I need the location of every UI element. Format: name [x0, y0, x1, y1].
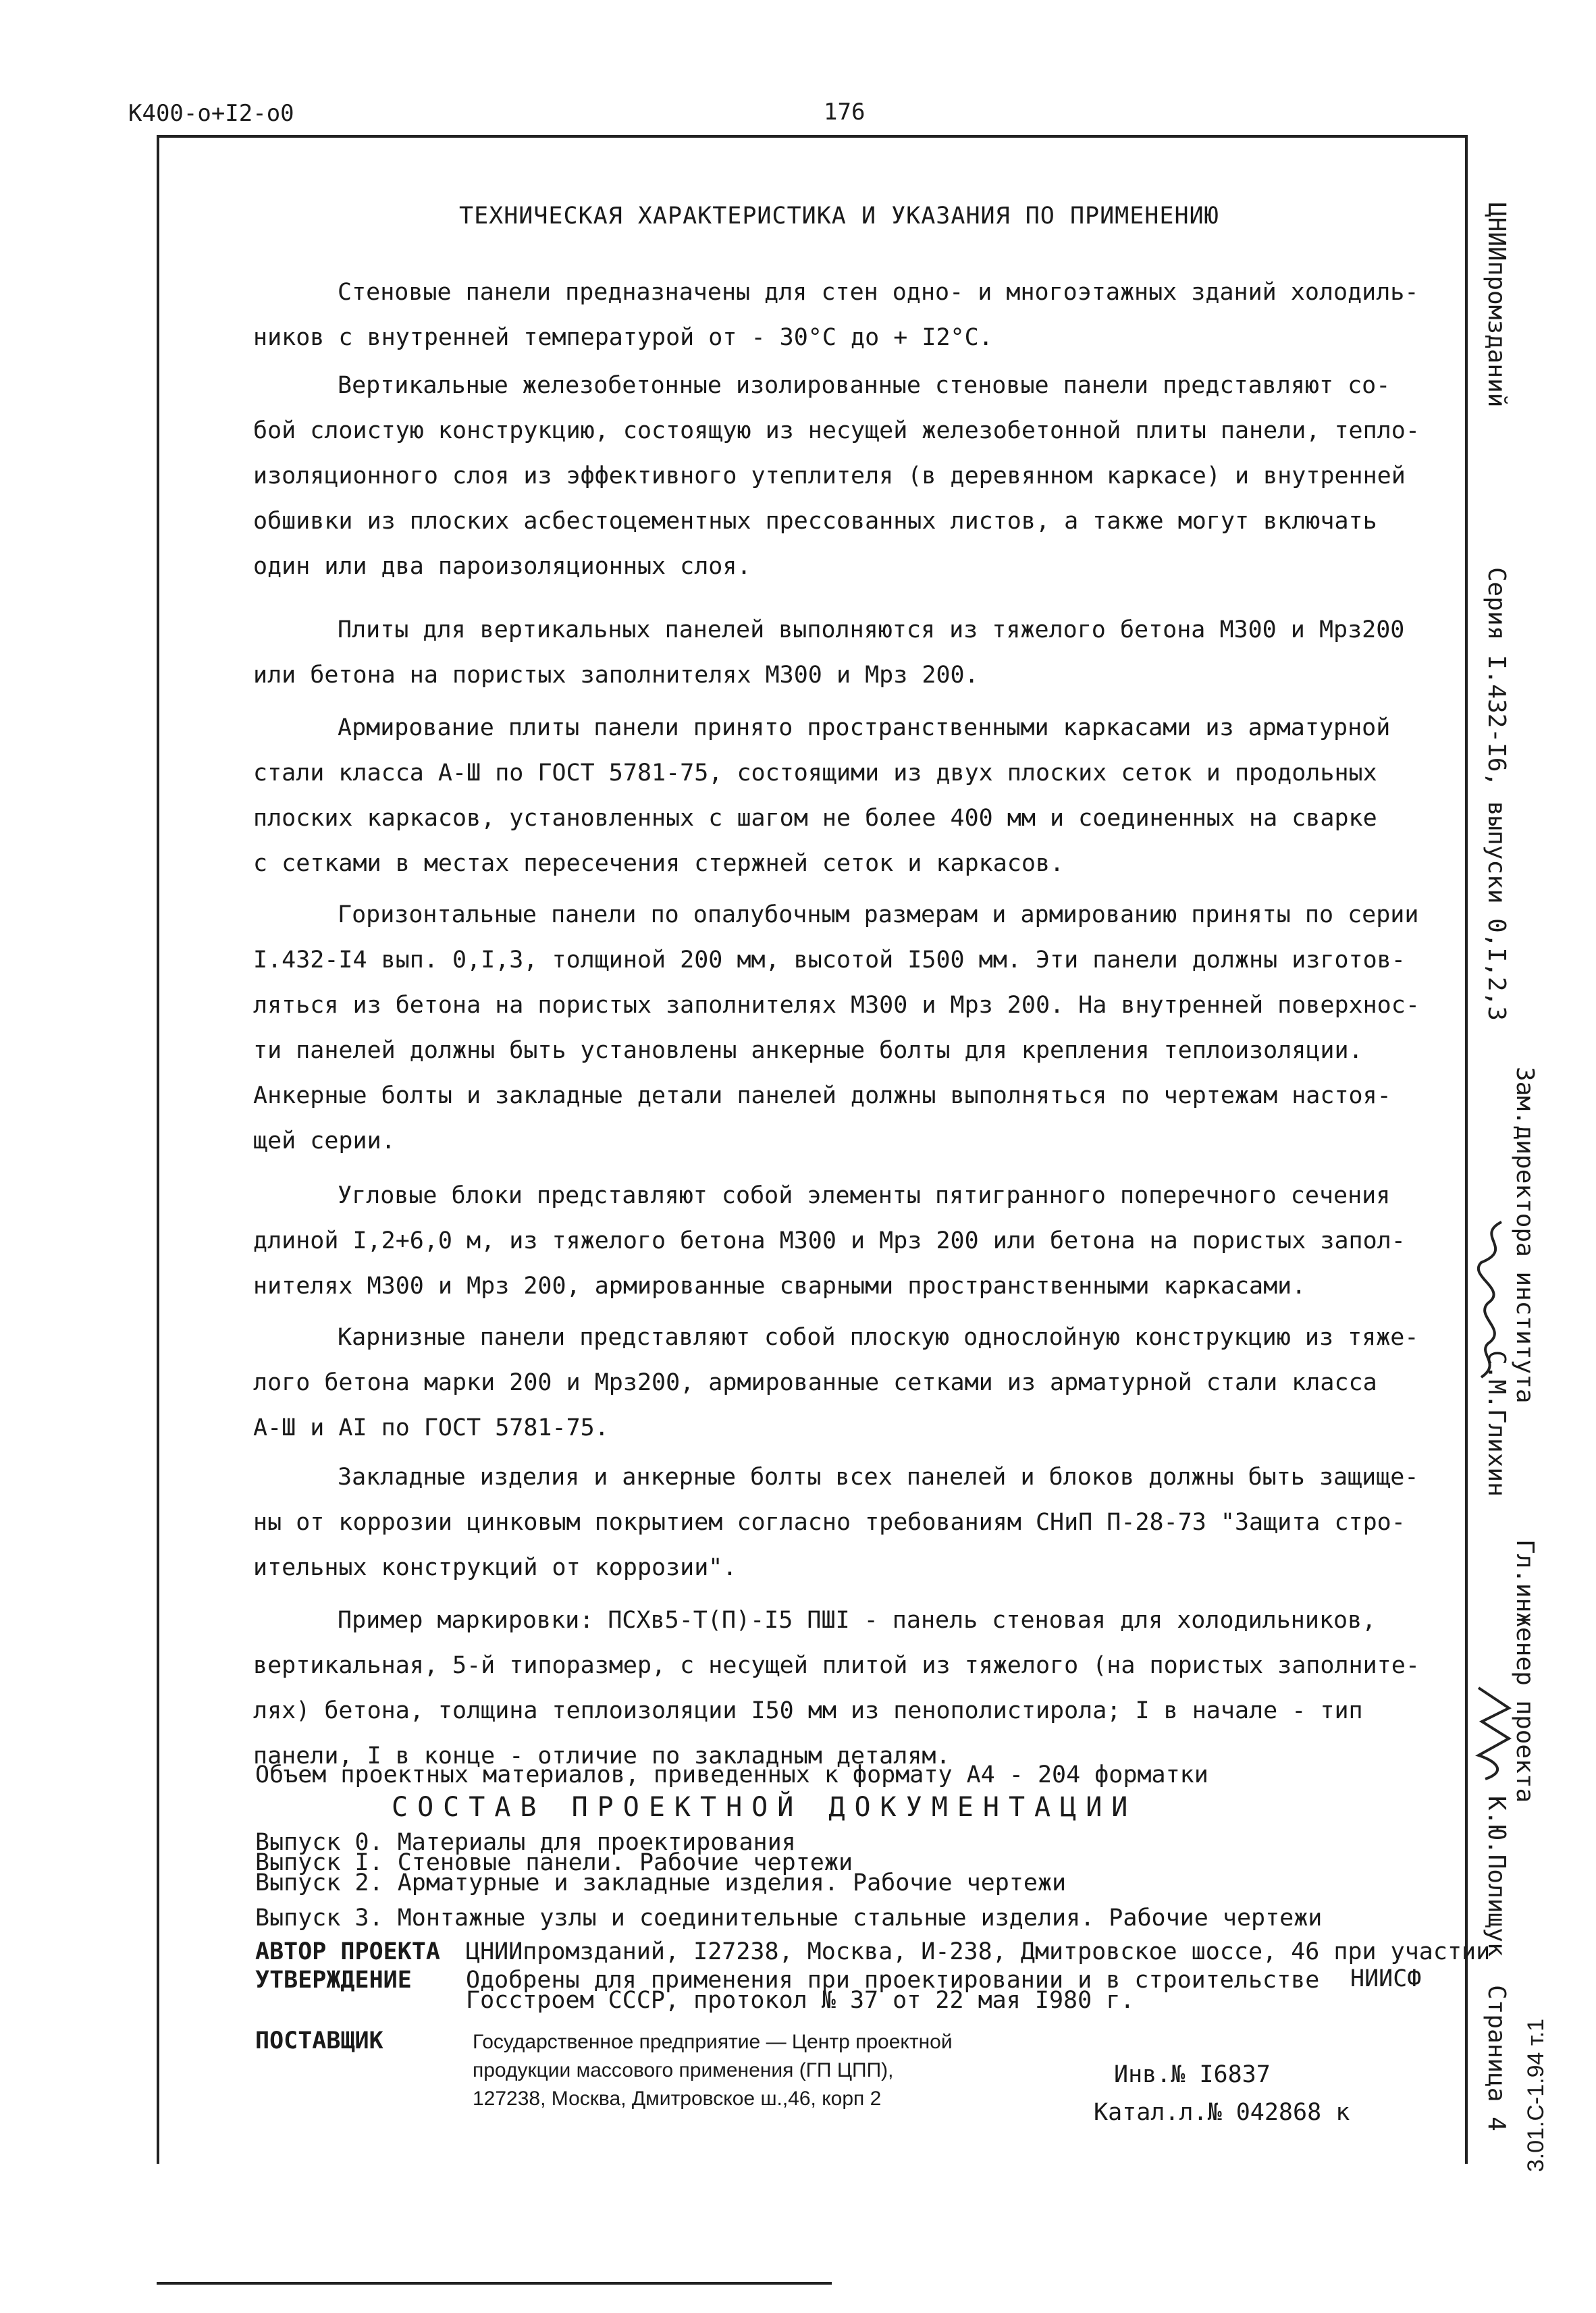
- paragraph-line: А-Ш и АI по ГОСТ 5781-75.: [253, 1414, 609, 1441]
- paragraph-line: с сетками в местах пересечения стержней сеток и каркасов.: [253, 850, 1065, 877]
- sostav-heading: СОСТАВ ПРОЕКТНОЙ ДОКУМЕНТАЦИИ: [392, 1792, 1138, 1823]
- side-code: 3.01.С-1.94 т.1: [1523, 2019, 1549, 2173]
- paragraph-line: обшивки из плоских асбестоцементных прессованных листов, а также могут включать: [253, 508, 1377, 535]
- supplier-label: ПОСТАВЩИК: [255, 2027, 383, 2054]
- signature-chief: [1472, 1681, 1519, 1785]
- paragraph-line: бой слоистую конструкцию, состоящую из несущей железобетонной плиты панели, тепло-: [253, 417, 1420, 444]
- paragraph-line: Вертикальные железобетонные изолированные стеновые панели представляют со-: [338, 372, 1391, 399]
- paragraph-line: ны от коррозии цинковым покрытием согласно требованиям СНиП П-28-73 "Защита стро-: [253, 1509, 1406, 1536]
- side-deputy-name: С.М.Глихин: [1483, 1350, 1510, 1497]
- supplier-line3: 127238, Москва, Дмитровское ш.,46, корп 2: [473, 2088, 882, 2110]
- paragraph-line: или бетона на пористых заполнителях М300 и Мрз 200.: [253, 662, 979, 689]
- paragraph-line: Закладные изделия и анкерные болты всех панелей и блоков должны быть защище-: [338, 1464, 1419, 1491]
- document-title: ТЕХНИЧЕСКАЯ ХАРАКТЕРИСТИКА И УКАЗАНИЯ ПО ПРИМЕНЕНИЮ: [459, 203, 1219, 230]
- paragraph-line: лях) бетона, толщина теплоизоляции I50 мм из пенополистирола; I в начале - тип: [253, 1697, 1363, 1724]
- paragraph-line: ительных конструкций от коррозии".: [253, 1554, 737, 1581]
- side-page: Страница 4: [1483, 1985, 1510, 2131]
- paragraph-line: Анкерные болты и закладные детали панелей должны выполняться по чертежам настоя-: [253, 1082, 1391, 1109]
- paragraph-line: Горизонтальные панели по опалубочным размерам и армированию приняты по серии: [338, 901, 1419, 928]
- paragraph-line: Карнизные панели представляют собой плоскую однослойную конструкцию из тяже-: [338, 1324, 1419, 1351]
- paragraph-line: Угловые блоки представляют собой элементы пятигранного поперечного сечения: [338, 1182, 1391, 1209]
- paragraph-line: Армирование плиты панели принято пространственными каркасами из арматурной: [338, 714, 1391, 741]
- paragraph-line: ляться из бетона на пористых заполнителях М300 и Мрз 200. На внутренней поверхнос-: [253, 992, 1420, 1019]
- paragraph-line: Стеновые панели предназначены для стен одно- и многоэтажных зданий холодиль-: [338, 279, 1419, 306]
- paragraph-line: щей серии.: [253, 1127, 396, 1154]
- paragraph-line: Плиты для вертикальных панелей выполняются из тяжелого бетона М300 и Мрз200: [338, 616, 1405, 643]
- paragraph-line: нителях М300 и Мрз 200, армированные сварными пространственными каркасами.: [253, 1273, 1306, 1300]
- side-org: ЦНИИпромзданий: [1483, 203, 1510, 408]
- paragraph-line: I.432-I4 вып. 0,I,3, толщиной 200 мм, высотой I500 мм. Эти панели должны изготов-: [253, 947, 1406, 974]
- inventory-number: Инв.№ I6837: [1114, 2061, 1271, 2088]
- paragraph-line: плоских каркасов, установленных с шагом не более 400 мм и соединенных на сварке: [253, 805, 1377, 832]
- paragraph-line: вертикальная, 5-й типоразмер, с несущей плитой из тяжелого (на пористых заполните-: [253, 1652, 1420, 1679]
- paragraph-line: один или два пароизоляционных слоя.: [253, 553, 751, 580]
- side-deputy: Зам.директора института: [1511, 1067, 1539, 1404]
- issue-3: Выпуск 3. Монтажные узлы и соединительные стальные изделия. Рабочие чертежи: [255, 1905, 1323, 1932]
- paragraph-line: длиной I,2+6,0 м, из тяжелого бетона М300 и Мрз 200 или бетона на пористых запол-: [253, 1227, 1406, 1254]
- side-chief: Гл.инженер проекта: [1511, 1539, 1539, 1803]
- page-number: 176: [824, 99, 866, 126]
- volume-note: Объем проектных материалов, приведенных к формату А4 - 204 форматки: [255, 1761, 1208, 1788]
- approval-label: УТВЕРЖДЕНИЕ: [255, 1967, 412, 1994]
- paragraph-line: ти панелей должны быть установлены анкерные болты для крепления теплоизоляции.: [253, 1037, 1363, 1064]
- issue-1: Выпуск I. Стеновые панели. Рабочие чертежи: [255, 1849, 853, 1876]
- supplier-line1: Государственное предприятие — Центр проектной: [473, 2031, 953, 2053]
- paragraph-line: лого бетона марки 200 и Мрз200, армированные сетками из арматурной стали класса: [253, 1369, 1377, 1396]
- paragraph-line: стали класса А-Ш по ГОСТ 5781-75, состоящими из двух плоских сеток и продольных: [253, 760, 1377, 787]
- author-extra: НИИСФ: [1350, 1965, 1422, 1992]
- approval-line2: Госстроем СССР, протокол № 37 от 22 мая I980 г.: [466, 1987, 1135, 2014]
- side-series: Серия I.432-I6, выпуски 0,I,2,3: [1483, 567, 1510, 1021]
- issue-0: Выпуск 0. Материалы для проектирования: [255, 1829, 796, 1856]
- paragraph-line: Пример маркировки: ПСХв5-Т(П)-I5 ПШI - панель стеновая для холодильников,: [338, 1607, 1377, 1634]
- paragraph-line: ников с внутренней температурой от - 30°С до + I2°С.: [253, 324, 993, 351]
- approval-line1: Одобрены для применения при проектировании и в строительстве: [466, 1967, 1320, 1994]
- header-code: К400-о+I2-о0: [128, 100, 294, 127]
- author-text: ЦНИИпромзданий, I27238, Москва, И-238, Дмитровское шоссе, 46 при участии: [466, 1938, 1491, 1965]
- author-label: АВТОР ПРОЕКТА: [255, 1938, 440, 1965]
- paragraph-line: изоляционного слоя из эффективного утеплителя (в деревянном каркасе) и внутренней: [253, 462, 1406, 489]
- issue-2: Выпуск 2. Арматурные и закладные изделия. Рабочие чертежи: [255, 1869, 1067, 1896]
- catalog-number: Катал.л.№ 042868 к: [1094, 2099, 1350, 2126]
- frame-bottom-line: [157, 2282, 832, 2285]
- supplier-line2: продукции массового применения (ГП ЦПП),: [473, 2059, 894, 2081]
- paragraph-line: панели, I в конце - отличие по закладным деталям.: [253, 1743, 951, 1770]
- side-chief-name: К.Ю.Полищук: [1483, 1796, 1510, 1957]
